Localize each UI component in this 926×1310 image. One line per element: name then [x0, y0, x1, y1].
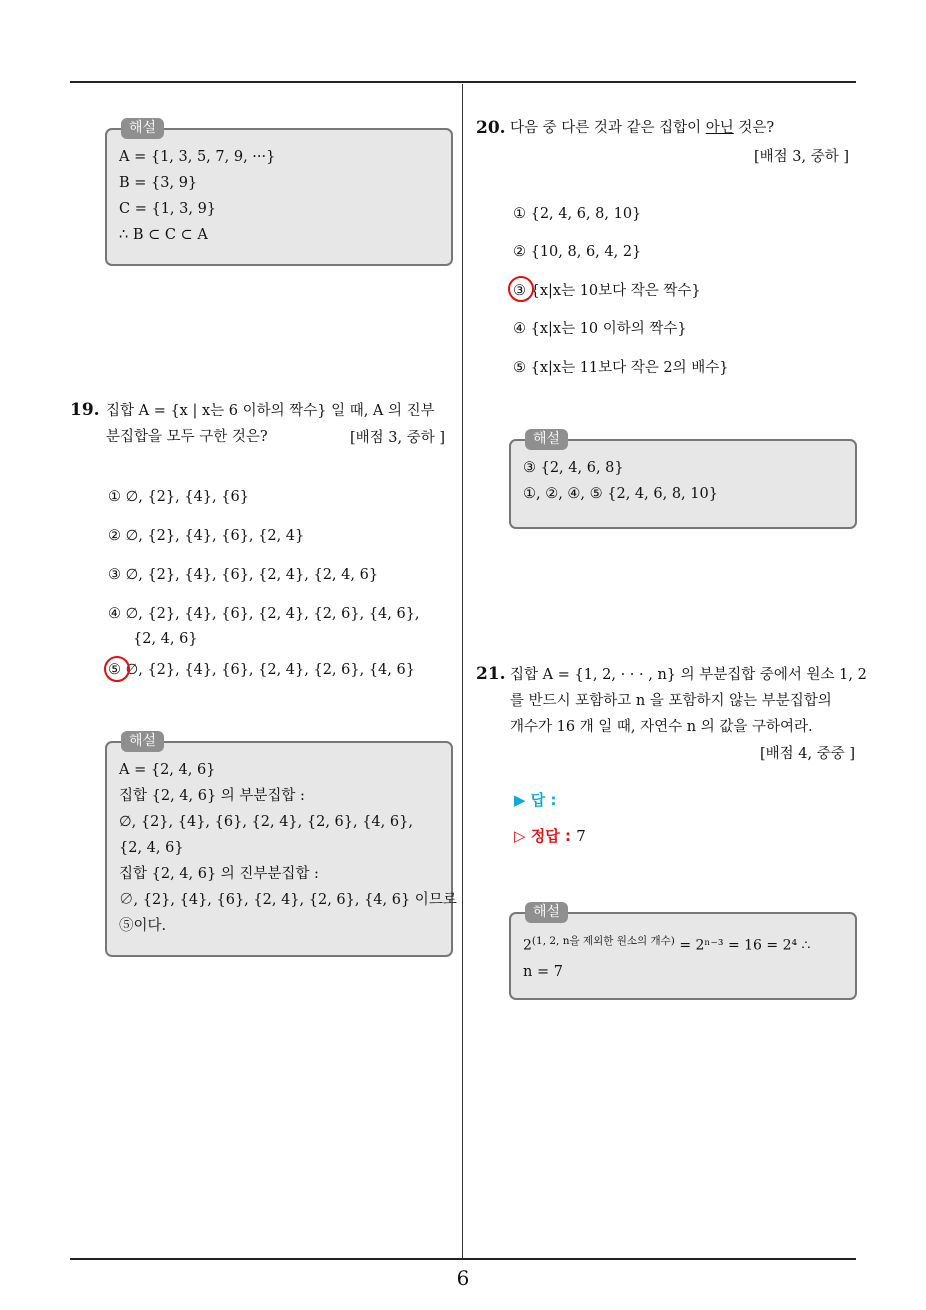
- solution-line: 집합 {2, 4, 6} 의 부분집합 :: [119, 788, 305, 804]
- solution-line: ∴ B ⊂ C ⊂ A: [119, 227, 208, 243]
- question-line: 집합 A = {x | x는 6 이하의 짝수} 일 때, A 의 진부: [106, 403, 435, 419]
- option-20-5[interactable]: ⑤ {x|x는 11보다 작은 2의 배수}: [513, 360, 729, 376]
- question-number-20: 20.: [476, 118, 506, 138]
- solution-tag: 해설: [525, 429, 568, 450]
- solution-line: A = {1, 3, 5, 7, 9, ···}: [119, 149, 276, 165]
- column-divider: [462, 84, 463, 1259]
- points-20: [배점 3, 중하 ]: [754, 149, 850, 165]
- question-number-19: 19.: [70, 400, 100, 420]
- solution-line: n = 7: [523, 963, 563, 980]
- question-line: 분집합을 모두 구한 것은?: [106, 429, 268, 445]
- option-20-2[interactable]: ② {10, 8, 6, 4, 2}: [513, 244, 642, 260]
- option-19-2[interactable]: ② ∅, {2}, {4}, {6}, {2, 4}: [108, 528, 305, 544]
- option-19-1[interactable]: ① ∅, {2}, {4}, {6}: [108, 489, 249, 505]
- points-19: [배점 3, 중하 ]: [350, 430, 446, 446]
- option-20-1[interactable]: ① {2, 4, 6, 8, 10}: [513, 206, 642, 222]
- option-20-3[interactable]: ③ {x|x는 10보다 작은 짝수}: [513, 283, 701, 299]
- points-21: [배점 4, 중중 ]: [760, 746, 856, 762]
- solution-line: ∅, {2}, {4}, {6}, {2, 4}, {2, 6}, {4, 6} 이므로: [119, 892, 457, 908]
- solution-line: ③ {2, 4, 6, 8}: [523, 460, 624, 476]
- solution-box-20: [509, 431, 857, 529]
- solution-tag: 해설: [121, 118, 164, 139]
- formula-rest: = 2ⁿ⁻³ = 16 = 2⁴ ∴: [674, 937, 811, 954]
- solution-line: 집합 {2, 4, 6} 의 진부분집합 :: [119, 866, 319, 882]
- solution-line: {2, 4, 6}: [119, 840, 184, 856]
- correct-answer-label: ▷ 정답 :: [514, 827, 571, 845]
- option-20-4[interactable]: ④ {x|x는 10 이하의 짝수}: [513, 321, 687, 337]
- question-text: 것은?: [733, 120, 775, 136]
- solution-line: B = {3, 9}: [119, 175, 198, 191]
- question-text-21: [510, 662, 867, 740]
- question-text: 다음 중 다른 것과 같은 집합이: [510, 120, 706, 136]
- question-number-21: 21.: [476, 664, 506, 684]
- power-base: 2: [523, 937, 532, 954]
- answer-circle-mark: [104, 656, 130, 682]
- option-19-3[interactable]: ③ ∅, {2}, {4}, {6}, {2, 4}, {2, 4, 6}: [108, 567, 379, 583]
- option-19-4-cont: {2, 4, 6}: [133, 631, 198, 647]
- option-19-4[interactable]: ④ ∅, {2}, {4}, {6}, {2, 4}, {2, 6}, {4, 6},: [108, 606, 420, 622]
- solution-line: ∅, {2}, {4}, {6}, {2, 4}, {2, 6}, {4, 6},: [119, 814, 413, 830]
- page-number: 6: [456, 1266, 470, 1290]
- answer-field[interactable]: [514, 789, 556, 810]
- solution-line: ⑤이다.: [119, 918, 167, 934]
- solution-line: C = {1, 3, 9}: [119, 201, 217, 217]
- question-line: 집합 A = {1, 2, · · · , n} 의 부분집합 중에서 원소 1, 2: [510, 667, 867, 683]
- power-exponent: (1, 2, n을 제외한 원소의 개수): [531, 935, 675, 947]
- emphasis-underline: 아닌: [705, 120, 734, 136]
- solution-box-19: [105, 733, 457, 957]
- solution-line: A = {2, 4, 6}: [119, 762, 216, 778]
- bottom-rule: [70, 1258, 856, 1260]
- solution-box-21: [509, 904, 857, 1000]
- top-rule: [70, 81, 856, 83]
- solution-tag: 해설: [121, 731, 164, 752]
- solution-box-18: [105, 120, 453, 266]
- solution-tag: 해설: [525, 902, 568, 923]
- correct-answer-value: 7: [576, 827, 586, 845]
- answer-circle-mark: [508, 276, 534, 302]
- solution-line: ①, ②, ④, ⑤ {2, 4, 6, 8, 10}: [523, 486, 718, 502]
- question-line: 개수가 16 개 일 때, 자연수 n 의 값을 구하여라.: [510, 719, 813, 735]
- question-text-20: [510, 115, 774, 141]
- question-line: 를 반드시 포함하고 n 을 포함하지 않는 부분집합의: [510, 693, 832, 709]
- answer-label: ▶ 답 :: [514, 791, 557, 809]
- solution-formula: [523, 928, 843, 959]
- correct-answer: [514, 825, 586, 846]
- option-19-5[interactable]: ⑤ ∅, {2}, {4}, {6}, {2, 4}, {2, 6}, {4, 6}: [108, 662, 415, 678]
